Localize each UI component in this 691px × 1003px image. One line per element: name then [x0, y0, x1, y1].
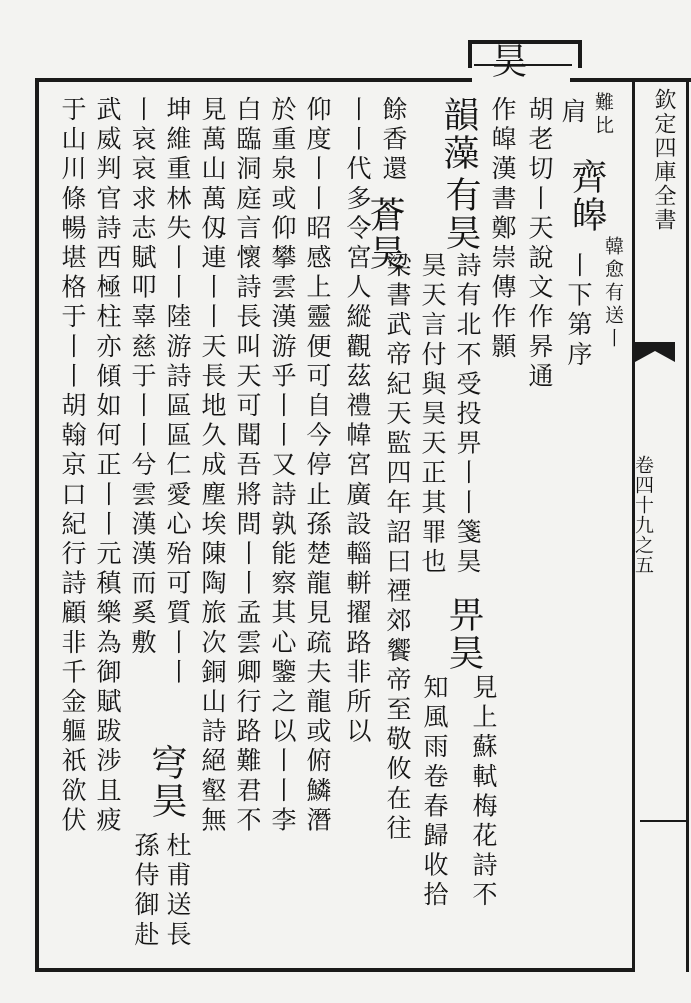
text-column: 丨丨代多令宮人縱觀茲禮幃宮廣設輜軿擢路非所以	[343, 96, 372, 748]
heading-word: 有昊	[440, 176, 481, 252]
heading-word: 蒼昊	[364, 196, 405, 272]
heading-word: 穹昊	[146, 744, 187, 820]
text-column: 武威判官詩西極柱亦傾如何正丨丨元稹樂為御賦跋涉且疲	[93, 96, 122, 836]
text-column: 于山川條暢堪格于丨丨胡翰京口紀行詩顧非千金軀祇欲伏	[58, 96, 87, 836]
text-column: 丨下第序	[564, 252, 593, 371]
frame-bottom	[35, 968, 635, 972]
text-column: 丨哀哀求志賦叩辜慈于丨丨兮雲漢漢而奚敷	[128, 96, 157, 659]
text-column: 肩	[558, 98, 587, 128]
text-column: 見上蘇軾梅花詩不	[469, 674, 498, 911]
text-column: 詩有北不受投畀丨丨箋昊	[453, 252, 482, 578]
text-column: 見萬山萬仭連丨丨天長地久成塵埃陳陶旅次銅山詩絕壑無	[198, 96, 227, 836]
text-column: 知風雨卷春歸收拾	[420, 674, 449, 911]
text-column: 孫侍御赴	[131, 832, 160, 951]
text-column: 胡老切丨天說文作昦通	[525, 96, 554, 392]
section-heading-yunzao: 韻藻	[438, 96, 479, 172]
margin-book-title: 欽定四庫全書	[651, 88, 676, 232]
text-column: 仰度丨丨昭感上靈便可自今停止孫楚龍見疏夫龍或俯鱗潛	[303, 96, 332, 836]
text-column: 難比	[592, 92, 614, 138]
text-column: 於重泉或仰攀雲漢游乎丨丨又詩孰能察其心鑒之以丨丨李	[268, 96, 297, 836]
text-column: 梁書武帝紀天監四年詔曰禋郊饗帝至敬攸在往	[383, 252, 412, 844]
frame-outer-right	[686, 78, 689, 972]
text-column: 餘香還	[379, 96, 408, 185]
frame-top-right	[570, 78, 691, 82]
text-column: 杜甫送長	[163, 832, 192, 951]
frame-top-left	[35, 78, 472, 82]
text-column: 作皡漢書鄭崇傳作顥	[488, 96, 517, 363]
margin-volume-label: 卷四十九之五	[632, 455, 654, 575]
heading-word: 畀昊	[443, 596, 484, 672]
text-column: 白臨洞庭言懷詩長叫天可聞吾將問丨丨孟雲卿行路難君不	[233, 96, 262, 836]
text-column: 坤維重林失丨丨陸游詩區區仁愛心殆可質丨丨	[163, 96, 192, 688]
headword-hao: 昊	[486, 42, 527, 80]
fishtail-line-lower	[640, 820, 686, 822]
heading-word: 齊皞	[566, 158, 607, 234]
text-column: 昊天言付與昊天正其罪也	[418, 252, 447, 578]
fishtail-mark	[635, 342, 675, 362]
text-column: 韓愈有送丨	[602, 236, 624, 351]
frame-left	[35, 78, 39, 972]
